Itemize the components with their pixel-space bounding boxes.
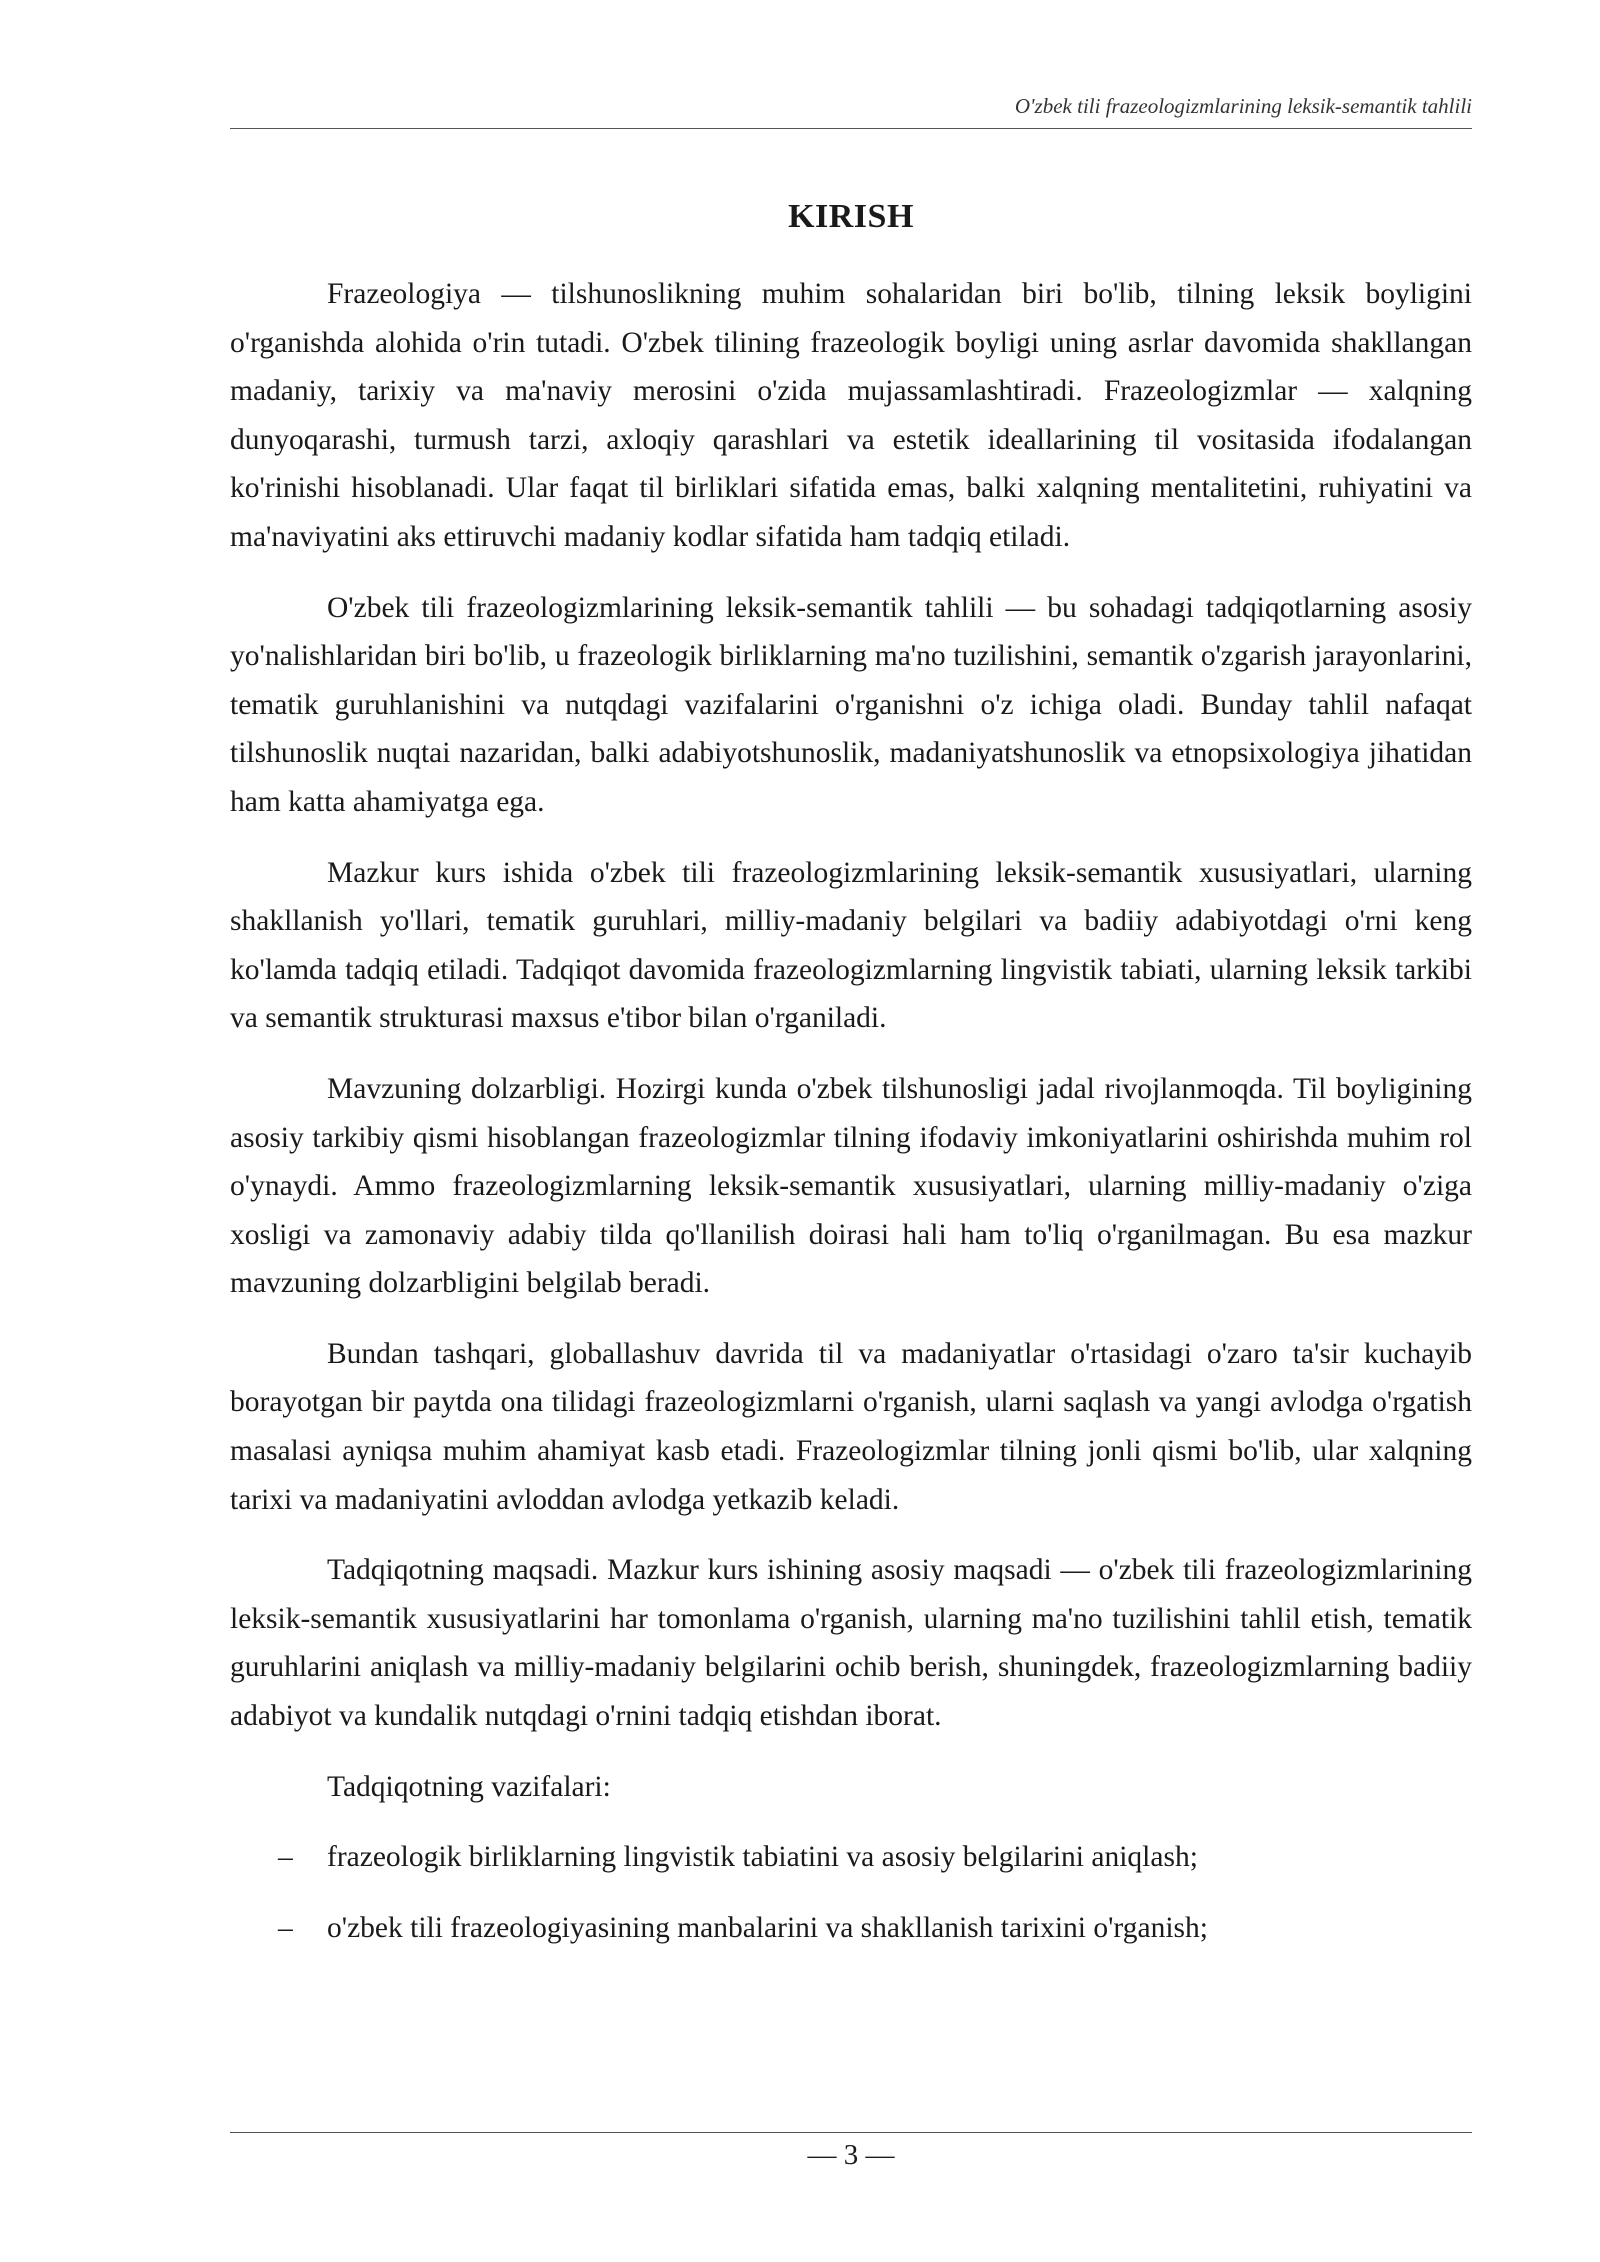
list-item-text: frazeologik birliklarning lingvistik tabiatini va asosiy belgilarini aniqlash; (327, 1841, 1198, 1874)
tasks-heading: Tadqiqotning vazifalari: (327, 1770, 611, 1803)
running-header (230, 94, 1472, 129)
list-item (230, 1904, 1472, 1953)
section-title: KIRISH (788, 198, 914, 235)
page-body (230, 198, 1472, 1974)
body-paragraph: Frazeologiya — tilshunoslikning muhim sohalaridan biri bo'lib, tilning leksik boyligini o'rganishda alohida o'rin tutadi. O'zbek tilining frazeologik boyligi uning asrlar davomida shakllangan madaniy, tarixiy va ma'naviy merosini o'zida mujassamlashtiradi. Frazeologizmlar — xalqning dunyoqarashi, turmush tarzi, axloqiy qarashlari va estetik ideallarining til vositasida ifodalangan ko'rinishi hisoblanadi. Ular faqat til birliklari sifatida emas, balki xalqning mentalitetini, ruhiyatini va ma'naviyatini aks ettiruvchi madaniy kodlar sifatida ham tadqiq etiladi. (230, 278, 1472, 553)
tasks-list (230, 1833, 1472, 1952)
running-header-title: O'zbek tili frazeologizmlarining leksik-semantik tahlili (1014, 94, 1472, 118)
body-paragraph: Mavzuning dolzarbligi. Hozirgi kunda o'zbek tilshunosligi jadal rivojlanmoqda. Til boyligining asosiy tarkibiy qismi hisoblangan frazeologizmlar tilning ifodaviy imkoniyatlarini oshirishda muhim rol o'ynaydi. Ammo frazeologizmlarning leksik-semantik xususiyatlari, ularning milliy-madaniy o'ziga xosligi va zamonaviy adabiy tilda qo'llanilish doirasi hali ham to'liq o'rganilmagan. Bu esa mazkur mavzuning dolzarbligini belgilab beradi. (230, 1072, 1472, 1300)
body-paragraph: Bundan tashqari, globallashuv davrida til va madaniyatlar o'rtasidagi o'zaro ta'sir kuchayib borayotgan bir paytda ona tilidagi frazeologizmlarni o'rganish, ularni saqlash va yangi avlodga o'rgatish masalasi ayniqsa muhim ahamiyat kasb etadi. Frazeologizmlar tilning jonli qismi bo'lib, ular xalqning tarixi va madaniyatini avloddan avlodga yetkazib keladi. (230, 1337, 1472, 1516)
list-item (230, 1833, 1472, 1882)
list-item-text: o'zbek tili frazeologiyasining manbalarini va shakllanish tarixini o'rganish; (327, 1911, 1208, 1944)
page-footer (230, 2132, 1472, 2172)
list-dash: – (278, 1841, 293, 1874)
body-paragraph: Mazkur kurs ishida o'zbek tili frazeologizmlarining leksik-semantik xususiyatlari, ularning shakllanish yo'llari, tematik guruhlari, milliy-madaniy belgilari va badiiy adabiyotdagi o'rni keng ko'lamda tadqiq etiladi. Tadqiqot davomida frazeologizmlarning lingvistik tabiati, ularning leksik tarkibi va semantik strukturasi maxsus e'tibor bilan o'rganiladi. (230, 856, 1472, 1035)
body-paragraph: O'zbek tili frazeologizmlarining leksik-semantik tahlili — bu sohadagi tadqiqotlarning asosiy yo'nalishlaridan biri bo'lib, u frazeologik birliklarning ma'no tuzilishini, semantik o'zgarish jarayonlarini, tematik guruhlanishini va nutqdagi vazifalarini o'rganishni o'z ichiga oladi. Bunday tahlil nafaqat tilshunoslik nuqtai nazaridan, balki adabiyotshunoslik, madaniyatshunoslik va etnopsixologiya jihatidan ham katta ahamiyatga ega. (230, 591, 1472, 818)
page-number: — 3 — (807, 2139, 895, 2171)
list-dash: – (278, 1911, 293, 1944)
body-paragraph: Tadqiqotning maqsadi. Mazkur kurs ishining asosiy maqsadi — o'zbek tili frazeologizmlarining leksik-semantik xususiyatlarini har tomonlama o'rganish, ularning ma'no tuzilishini tahlil etish, tematik guruhlarini aniqlash va milliy-madaniy belgilarini ochib berish, shuningdek, frazeologizmlarning badiiy adabiyot va kundalik nutqdagi o'rnini tadqiq etishdan iborat. (230, 1554, 1472, 1733)
